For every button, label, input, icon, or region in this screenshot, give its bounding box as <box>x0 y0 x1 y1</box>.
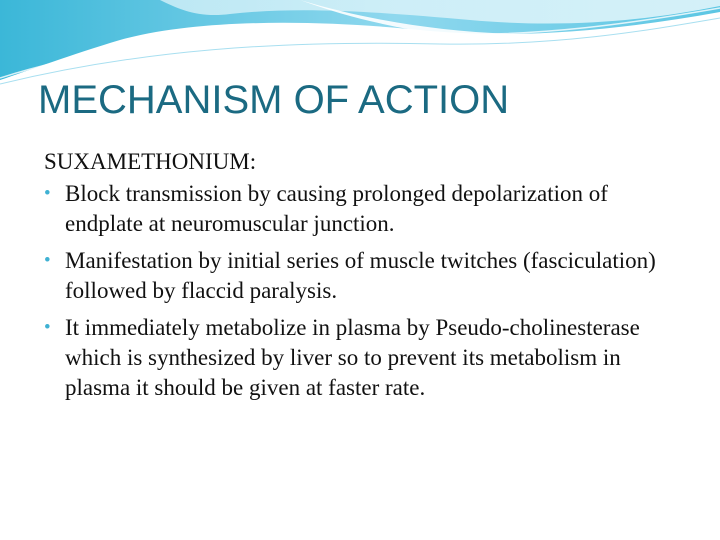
slide-title: MECHANISM OF ACTION <box>38 78 510 122</box>
bullet-item <box>44 179 684 239</box>
header-wave-decoration <box>0 0 720 90</box>
slide-body <box>44 147 684 410</box>
bullet-list <box>44 179 684 403</box>
bullet-text: It immediately metabolize in plasma by Pseudo-cholinesterase which is synthesized by liver so to prevent its metabolism in plasma it should be given at faster rate. <box>65 315 640 400</box>
bullet-icon: • <box>44 250 51 271</box>
bullet-item <box>44 313 684 403</box>
bullet-icon: • <box>44 317 51 338</box>
bullet-text: Block transmission by causing prolonged depolarization of endplate at neuromuscular junction. <box>65 181 608 236</box>
bullet-text: Manifestation by initial series of muscle twitches (fasciculation) followed by flaccid paralysis. <box>65 248 656 303</box>
bullet-icon: • <box>44 183 51 204</box>
bullet-item <box>44 246 684 306</box>
section-subtitle: SUXAMETHONIUM: <box>44 149 257 174</box>
